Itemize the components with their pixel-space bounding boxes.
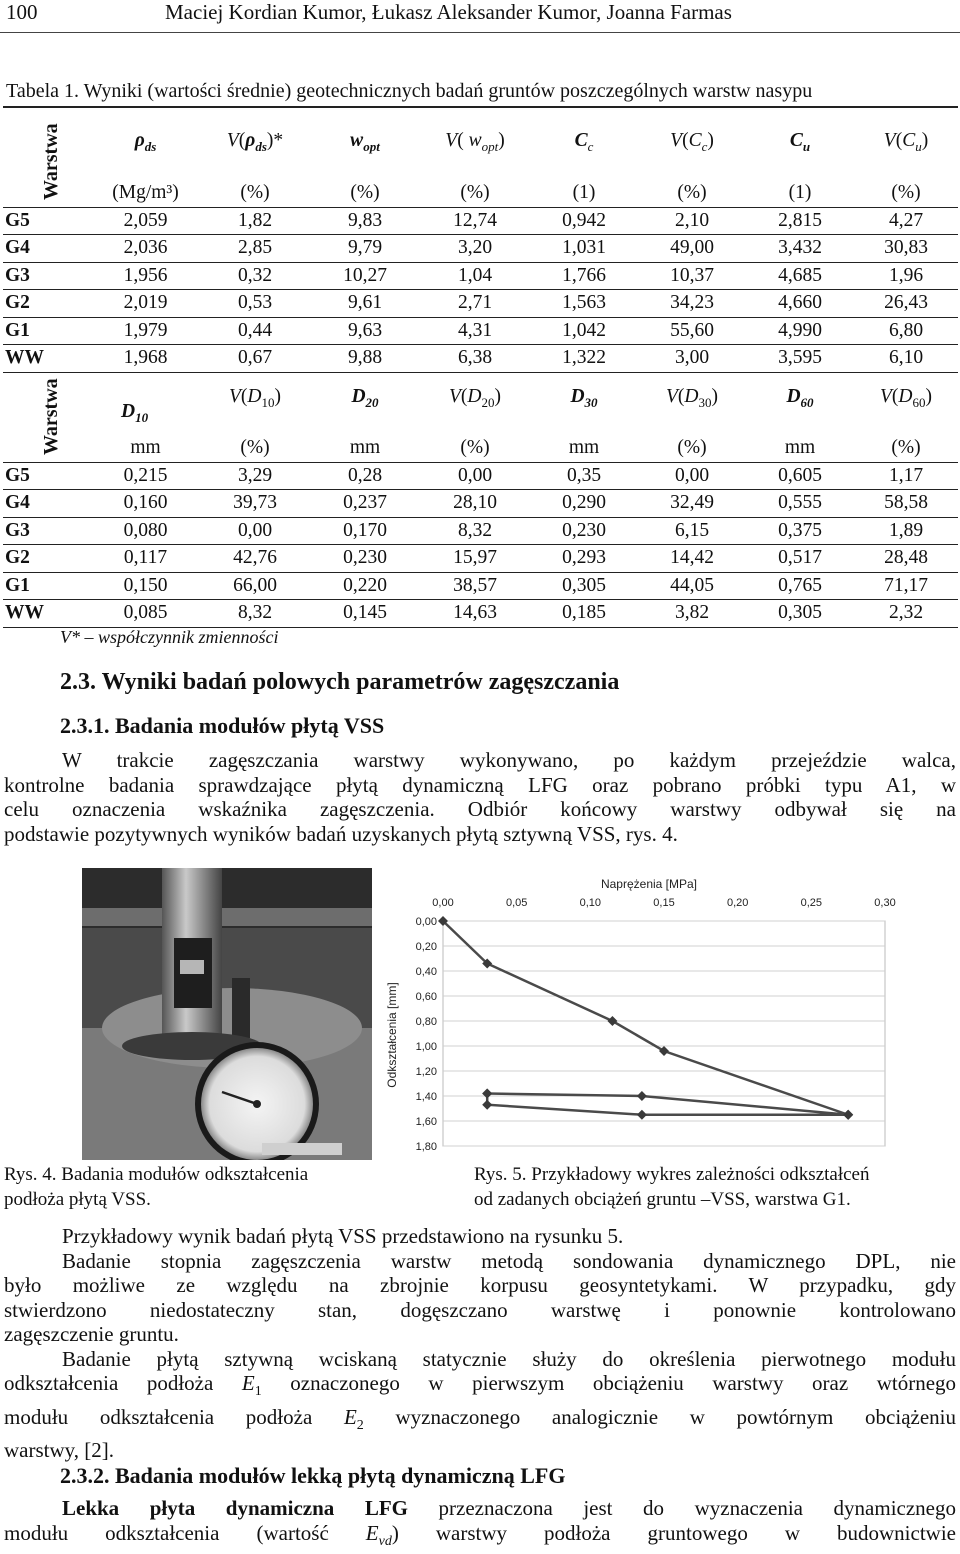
table-cell: 0,117 [91,545,200,573]
table-cell: 3,29 [200,462,310,490]
table-cell: 1,04 [420,262,530,290]
table-cell: 6,15 [638,517,746,545]
table-cell: 0,67 [200,345,310,373]
table-cell: 2,32 [854,600,958,628]
chart-y-tick-label: 1,40 [416,1091,437,1103]
unit-cell: (1) [746,180,854,207]
table-cell: 0,942 [530,207,638,235]
table-cell: 0,170 [310,517,420,545]
table-cell: 1,96 [854,262,958,290]
table-cell: 0,237 [310,490,420,518]
table-cell: 3,00 [638,345,746,373]
sym-v-d10: $V(D_{10})$ [200,365,310,435]
table1 [3,106,958,373]
table-row [3,517,958,545]
table-row [3,317,958,345]
table-cell: 4,27 [854,207,958,235]
table-cell: 0,53 [200,290,310,318]
table-cell: 1,563 [530,290,638,318]
table-cell: 0,290 [530,490,638,518]
para3-line: zagęszczenie gruntu. [4,1322,956,1347]
table-cell: 0,00 [420,462,530,490]
table2-row-header: Warstwa [40,378,63,455]
para1-line: W trakcie zagęszczania warstwy wykonywano, po każdym przejeździe walca, [4,748,956,773]
para5-bold: Lekka płyta dynamiczna LFG [62,1496,408,1520]
para4-text: oznaczonego w pierwszym obciążeniu warstwy oraz wtórnego [290,1371,956,1395]
table-cell: 0,765 [746,572,854,600]
table-cell: 14,63 [420,600,530,628]
table1-row-header: Warstwa [40,123,63,200]
table-cell: 44,05 [638,572,746,600]
table-cell: 39,73 [200,490,310,518]
sym-v-w-opt: V( $w_{opt}$) [420,107,530,180]
chart-x-tick-label: 0,05 [506,897,527,909]
sym-d30: $D_{30}$ [530,365,638,435]
layer-label: G4 [3,490,91,518]
table-cell: 2,036 [91,235,200,263]
table-cell: 12,74 [420,207,530,235]
table-cell: 9,83 [310,207,420,235]
table-cell: 1,766 [530,262,638,290]
fig4-caption [4,1162,308,1212]
chart-title: Naprężenia [MPa] [601,877,697,891]
para3-line: stwierdzono niedostateczny stan, dogęszczano warstwę i ponownie kontrolowano [4,1298,956,1323]
fig4-caption-line: podłoża płytą VSS. [4,1187,308,1212]
table-cell: 1,968 [91,345,200,373]
table-cell: 0,150 [91,572,200,600]
para4-text: odkształcenia podłoża [4,1371,213,1395]
table-cell: 0,32 [200,262,310,290]
table-cell: 0,44 [200,317,310,345]
table-cell: 0,220 [310,572,420,600]
para4-line: warstwy, [2]. [4,1438,956,1463]
paragraph-1 [4,748,956,846]
table-cell: 0,00 [638,462,746,490]
table-cell: 0,230 [310,545,420,573]
chart-x-tick-label: 0,20 [727,897,748,909]
sym-d10: $D_{10}$ [91,365,200,435]
table-cell: 34,23 [638,290,746,318]
fig4-caption-line: Rys. 4. Badania modułów odkształcenia [4,1162,308,1187]
table-cell: 1,979 [91,317,200,345]
table-cell: 1,031 [530,235,638,263]
vss-plate-photo-illustration [82,868,372,1160]
table1-symbols-row [3,107,958,180]
table-cell: 0,160 [91,490,200,518]
chart-y-tick-label: 0,20 [416,941,437,953]
unit-cell: (%) [638,180,746,207]
table-cell: 2,85 [200,235,310,263]
sym-cc: $C_c$ [530,107,638,180]
table-cell: 3,595 [746,345,854,373]
chart-y-tick-label: 0,80 [416,1016,437,1028]
table-cell: 32,49 [638,490,746,518]
chart-x-ticks [432,897,895,909]
table-cell: 2,019 [91,290,200,318]
symbol-e2: $E_2$ [344,1405,364,1429]
table-cell: 4,660 [746,290,854,318]
table-cell: 26,43 [854,290,958,318]
unit-cell: mm [746,435,854,462]
table-row [3,545,958,573]
layer-label: G1 [3,572,91,600]
table-note: V* – współczynnik zmienności [60,627,278,648]
table-cell: 10,37 [638,262,746,290]
section-2-3-2-heading: 2.3.2. Badania modułów lekką płytą dynamiczną LFG [60,1463,565,1489]
vss-plate-photo [82,868,372,1160]
layer-label: G2 [3,290,91,318]
sym-d20: $D_{20}$ [310,365,420,435]
unit-cell: (%) [854,435,958,462]
sym-v-cu: $V(C_u)$ [854,107,958,180]
table-cell: 0,35 [530,462,638,490]
unit-cell: (%) [310,180,420,207]
table-cell: 1,322 [530,345,638,373]
table-cell: 15,97 [420,545,530,573]
unit-cell: (%) [854,180,958,207]
table-cell: 4,31 [420,317,530,345]
layer-label: WW [3,345,91,373]
table-cell: 0,085 [91,600,200,628]
para4-text: wyznaczonego analogicznie w powtórnym obciążeniu [395,1405,956,1429]
chart-y-tick-label: 0,40 [416,966,437,978]
para5-text: warstwy podłoża gruntowego w budownictwie [436,1521,956,1545]
authors: Maciej Kordian Kumor, Łukasz Aleksander Kumor, Joanna Farmas [165,0,732,25]
chart-y-ticks [416,916,437,1153]
chart-x-tick-label: 0,10 [580,897,601,909]
table-cell: 30,83 [854,235,958,263]
chart-y-tick-label: 1,00 [416,1041,437,1053]
table-cell: 9,63 [310,317,420,345]
unit-cell: mm [91,435,200,462]
para5-line: modułu odkształcenia (wartość $E_{vd}$) warstwy podłoża gruntowego w budownictwie [4,1521,956,1554]
table-row [3,462,958,490]
table-cell: 3,20 [420,235,530,263]
layer-label: G5 [3,207,91,235]
table-cell: 42,76 [200,545,310,573]
load-deformation-chart [380,868,960,1163]
symbol-evd: $E_{vd}$ [366,1521,392,1545]
para5-line [4,1496,956,1521]
unit-cell: (%) [420,435,530,462]
unit-cell: (%) [200,180,310,207]
para1-line: celu oznaczenia wskaźnika zagęszczenia. Odbiór końcowy warstwy odbywał się na [4,797,956,822]
table-row [3,600,958,628]
section-2-3-heading: 2.3. Wyniki badań polowych parametrów zagęszczania [60,669,619,696]
table-row [3,262,958,290]
table-cell: 0,00 [200,517,310,545]
table-cell: 2,815 [746,207,854,235]
chart-y-tick-label: 1,80 [416,1141,437,1153]
unit-cell: (%) [638,435,746,462]
table-cell: 71,17 [854,572,958,600]
table-row [3,235,958,263]
symbol-e1: $E_1$ [242,1371,262,1395]
layer-label: G5 [3,462,91,490]
table-cell: 2,059 [91,207,200,235]
unit-cell: (1) [530,180,638,207]
table-cell: 0,215 [91,462,200,490]
section-2-3-1-heading: 2.3.1. Badania modułów płytą VSS [60,713,384,739]
table-cell: 0,185 [530,600,638,628]
layer-label: G1 [3,317,91,345]
table-row [3,490,958,518]
table-cell: 4,685 [746,262,854,290]
chart-y-tick-label: 1,20 [416,1066,437,1078]
table-cell: 49,00 [638,235,746,263]
sym-v-d60: $V(D_{60})$ [854,365,958,435]
table-cell: 0,080 [91,517,200,545]
sym-cu: $C_u$ [746,107,854,180]
chart-y-axis-label: Odkształcenia [mm] [385,982,399,1087]
table-cell: 6,80 [854,317,958,345]
para5-text: modułu odkształcenia (wartość [4,1521,329,1545]
sym-v-d30: $V(D_{30})$ [638,365,746,435]
table-cell: 6,10 [854,345,958,373]
table-cell: 0,375 [746,517,854,545]
paragraph-block [4,1224,956,1463]
table-cell: 3,432 [746,235,854,263]
table1-units-row [3,180,958,207]
table-cell: 0,605 [746,462,854,490]
table-cell: 1,956 [91,262,200,290]
table-cell: 9,88 [310,345,420,373]
header-rule [0,32,960,33]
para3-line: było możliwe ze względu na zbrojnie korpusu geosyntetykami. W przypadku, gdy [4,1273,956,1298]
unit-cell: mm [310,435,420,462]
table-cell: 0,230 [530,517,638,545]
table-cell: 0,293 [530,545,638,573]
unit-cell: (%) [420,180,530,207]
table-row [3,207,958,235]
para4-line [4,1405,956,1439]
fig5-caption [474,1162,870,1212]
chart-y-tick-label: 0,00 [416,916,437,928]
table-cell: 58,58 [854,490,958,518]
table2-symbols-row [3,365,958,435]
paragraph-5 [4,1496,956,1554]
para4-line [4,1371,956,1405]
table-cell: 8,32 [420,517,530,545]
layer-label: G2 [3,545,91,573]
table-cell: 1,17 [854,462,958,490]
table-cell: 14,42 [638,545,746,573]
sym-w-opt: $w_{opt}$ [310,107,420,180]
table-cell: 9,79 [310,235,420,263]
table-row [3,290,958,318]
table-cell: 6,38 [420,345,530,373]
table-cell: 0,28 [310,462,420,490]
table-cell: 0,517 [746,545,854,573]
table-cell: 2,71 [420,290,530,318]
layer-label: WW [3,600,91,628]
table-cell: 2,10 [638,207,746,235]
sym-v-d20: $V(D_{20})$ [420,365,530,435]
table-row [3,572,958,600]
table-cell: 28,48 [854,545,958,573]
table-cell: 66,00 [200,572,310,600]
para4-text: modułu odkształcenia podłoża [4,1405,312,1429]
table-cell: 10,27 [310,262,420,290]
table-caption: Tabela 1. Wyniki (wartości średnie) geotechnicznych badań gruntów poszczególnych warstw nasypu [6,80,812,103]
table2-units-row [3,435,958,462]
table-cell: 4,990 [746,317,854,345]
sym-d60: $D_{60}$ [746,365,854,435]
para5-text: przeznaczona jest do wyznaczenia dynamicznego [439,1496,956,1520]
chart-x-tick-label: 0,25 [801,897,822,909]
chart-x-tick-label: 0,30 [874,897,895,909]
chart-x-tick-label: 0,15 [653,897,674,909]
table2 [3,365,958,628]
layer-label: G3 [3,262,91,290]
table-cell: 0,555 [746,490,854,518]
unit-cell: mm [530,435,638,462]
para1-line: kontrolne badania sprawdzające płytą dynamiczną LFG oraz pobrano próbki typu A1, w [4,773,956,798]
table-cell: 38,57 [420,572,530,600]
fig5-caption-line: od zadanych obciążeń gruntu –VSS, warstwa G1. [474,1187,870,1212]
fig5-caption-line: Rys. 5. Przykładowy wykres zależności odkształceń [474,1162,870,1187]
table-cell: 28,10 [420,490,530,518]
table-cell: 0,305 [530,572,638,600]
table-cell: 1,89 [854,517,958,545]
chart-y-tick-label: 1,60 [416,1116,437,1128]
table-cell: 1,042 [530,317,638,345]
table-cell: 9,61 [310,290,420,318]
table-cell: 0,145 [310,600,420,628]
layer-label: G3 [3,517,91,545]
sym-v-rho-ds: $V(\rho_{ds})*$ [200,107,310,180]
sym-v-cc: $V(C_c)$ [638,107,746,180]
chart-x-tick-label: 0,00 [432,897,453,909]
unit-cell: (%) [200,435,310,462]
page-number: 100 [6,0,38,25]
table-cell: 1,82 [200,207,310,235]
para3-line: Badanie stopnia zagęszczenia warstw metodą sondowania dynamicznego DPL, nie [4,1249,956,1274]
table-cell: 55,60 [638,317,746,345]
table-cell: 8,32 [200,600,310,628]
unit-cell: (Mg/m³) [91,180,200,207]
layer-label: G4 [3,235,91,263]
table-cell: 3,82 [638,600,746,628]
page-header [0,0,960,30]
chart-y-tick-label: 0,60 [416,991,437,1003]
table-cell: 0,305 [746,600,854,628]
para2: Przykładowy wynik badań płytą VSS przedstawiono na rysunku 5. [4,1224,956,1249]
sym-rho-ds: $\rho_{ds}$ [91,107,200,180]
para4-line: Badanie płytą sztywną wciskaną statycznie służy do określenia pierwotnego modułu [4,1347,956,1372]
para1-line: podstawie pozytywnych wyników badań uzyskanych płytą sztywną VSS, rys. 4. [4,822,956,847]
